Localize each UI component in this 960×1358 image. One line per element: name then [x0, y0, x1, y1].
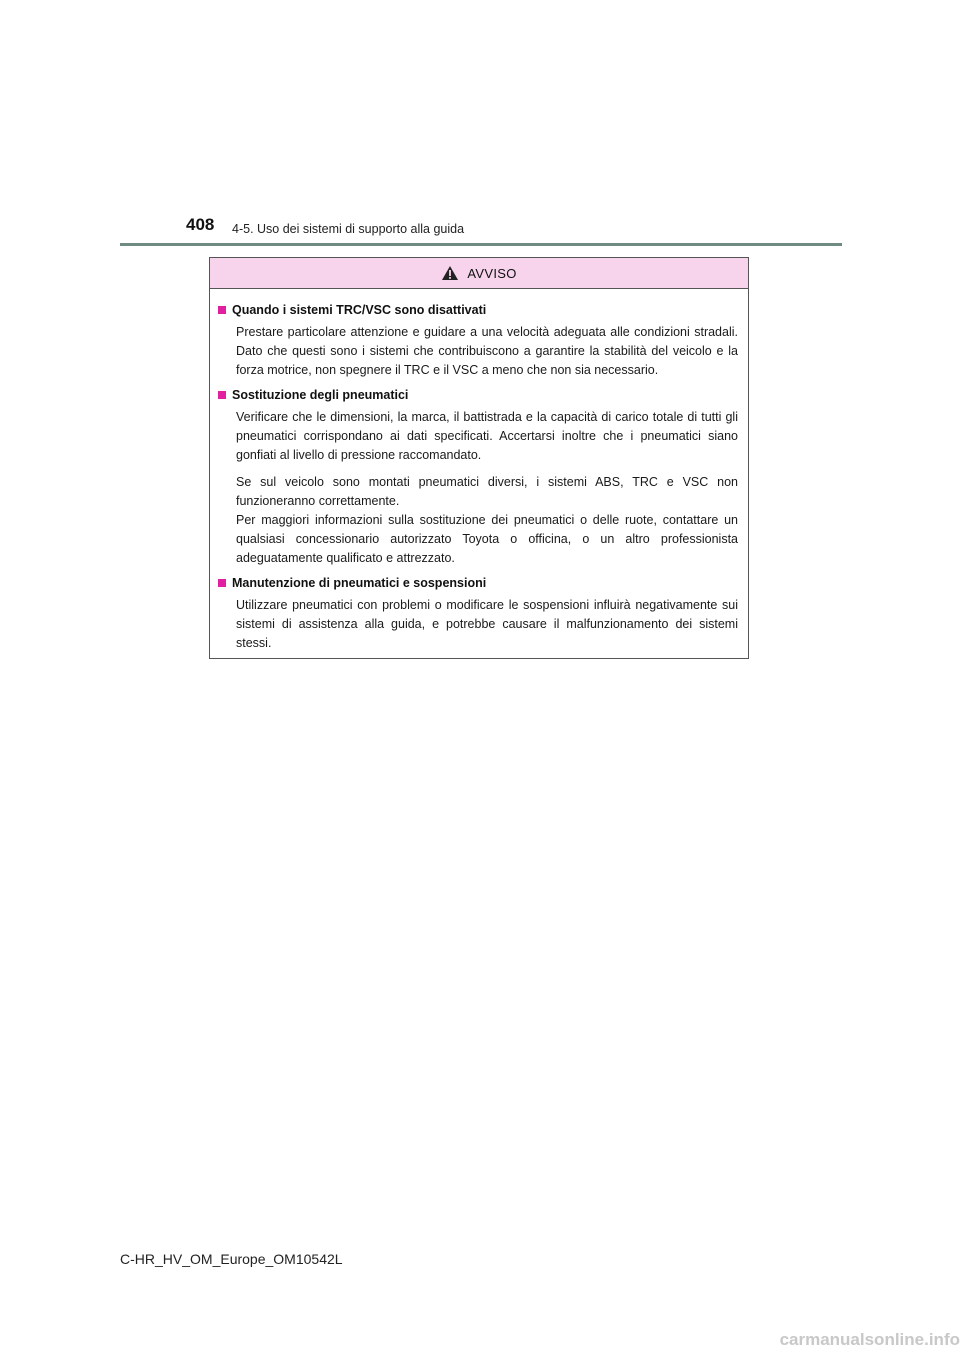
watermark: carmanualsonline.info — [779, 1330, 960, 1349]
paragraph: Utilizzare pneumatici con problemi o modificare le sospensioni influirà negativamente sui sistemi di assistenza alla guida, e potrebbe causare il malfunzionamento dei sistemi stessi. — [236, 598, 738, 650]
header-rule — [120, 243, 842, 246]
warning-triangle-icon — [441, 265, 459, 281]
paragraph: Prestare particolare attenzione e guidare a una velocità adeguata alle condizioni stradali. Dato che questi sono i sistemi che contribuiscono a garantire la stabilità del veicolo e la forza motrice, non spegnere il TRC e il VSC a meno che non sia necessario. — [236, 325, 738, 377]
paragraph: Verificare che le dimensioni, la marca, il battistrada e la capacità di carico totale di tutti gli pneumatici corrispondano ai dati specificati. Accertarsi inoltre che i pneumatici siano gonfiati al livello di pressione raccomandato. — [236, 410, 738, 462]
heading-text: Sostituzione degli pneumatici — [232, 388, 409, 402]
page-number: 408 — [186, 215, 215, 234]
paragraph: Per maggiori informazioni sulla sostituzione dei pneumatici o delle ruote, contattare un qualsiasi concessionario autorizzato Toyota o officina, o un altro professionista adeguatamente qualificato e attrezzato. — [236, 513, 738, 565]
square-bullet-icon — [218, 579, 226, 587]
warning-body — [210, 289, 748, 653]
warning-header — [210, 258, 748, 289]
heading-tire-suspension-maintenance — [218, 576, 738, 590]
square-bullet-icon — [218, 391, 226, 399]
square-bullet-icon — [218, 306, 226, 314]
heading-tire-replacement — [218, 388, 738, 402]
warning-box — [209, 257, 749, 659]
section-title: 4-5. Uso dei sistemi di supporto alla guida — [232, 222, 465, 236]
heading-text: Manutenzione di pneumatici e sospensioni — [232, 576, 487, 590]
paragraph: Se sul veicolo sono montati pneumatici diversi, i sistemi ABS, TRC e VSC non funzioneranno correttamente. — [236, 475, 738, 508]
warning-title: AVVISO — [467, 265, 517, 281]
document-code: C-HR_HV_OM_Europe_OM10542L — [120, 1251, 343, 1267]
heading-trc-vsc — [218, 303, 738, 317]
heading-text: Quando i sistemi TRC/VSC sono disattivati — [232, 303, 487, 317]
